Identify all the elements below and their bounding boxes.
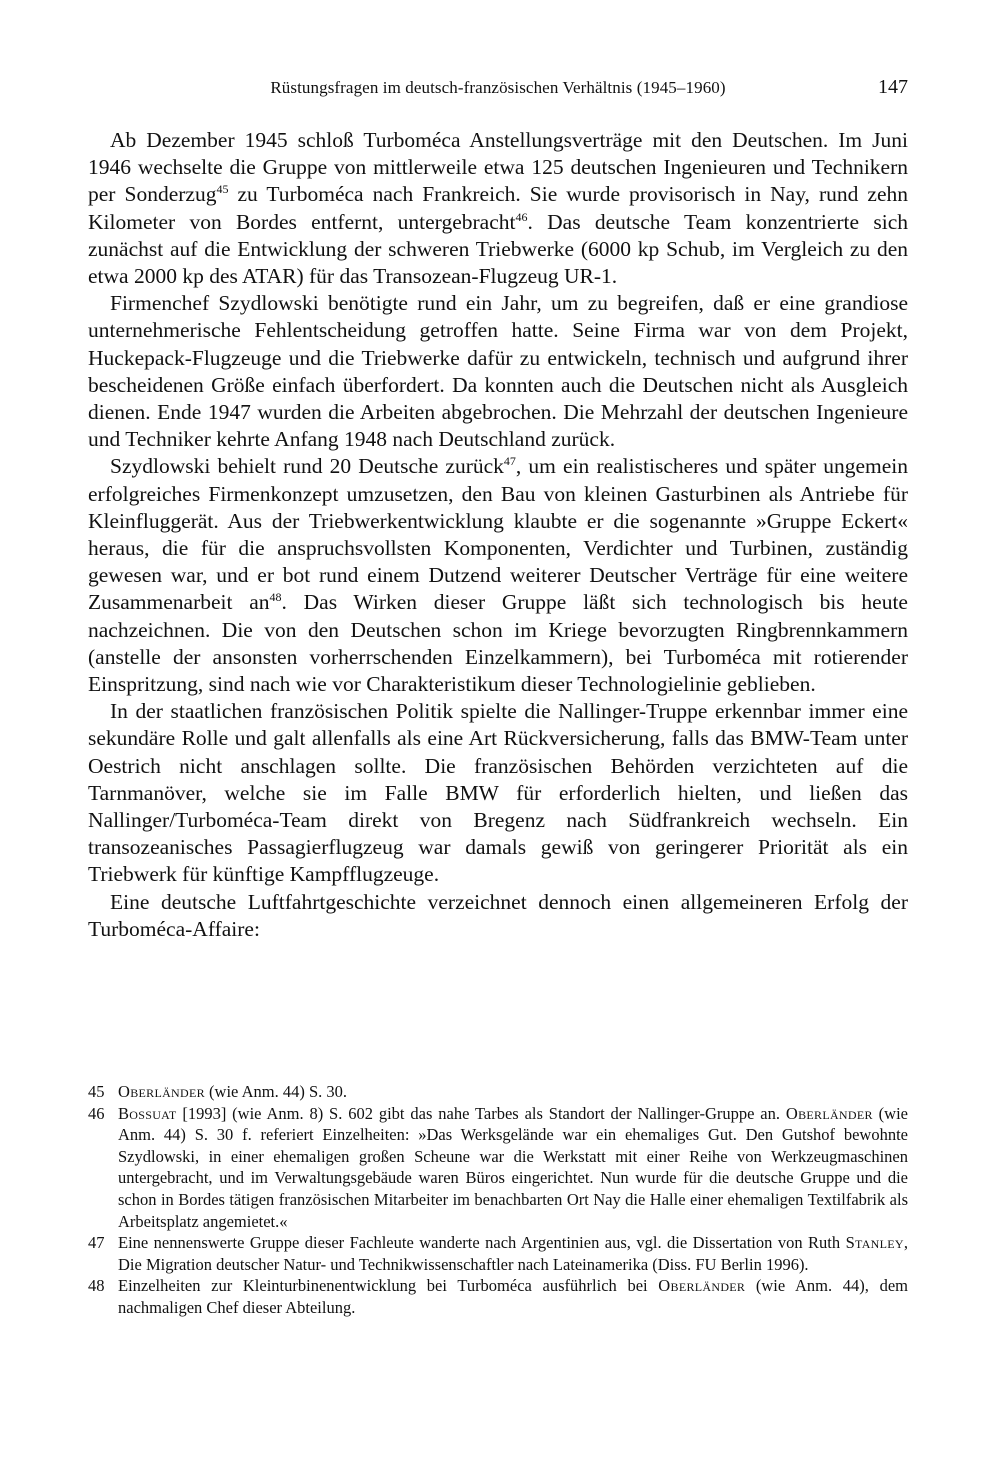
footnote-text-2: , Die Migration deutscher Natur- und Technikwissenschaftler nach Lateinamerika (Diss. FU Berlin 1996). — [118, 1233, 908, 1274]
footnote-47 — [88, 1232, 908, 1275]
body-text — [88, 127, 908, 943]
paragraph-3-part-c: . Das Wirken dieser Gruppe läßt sich technologisch bis heute nachzeichnen. Die von den Deutschen schon im Kriege bevorzugten Ringbrennkammern (anstelle der ansonsten vorherrschenden Einzelkammern), bei Turboméca mit rotierender Einspritzung, sind nach wie vor Charakteristikum dieser Technologielinie geblieben. — [88, 590, 908, 697]
footnote-text: [1993] (wie Anm. 8) S. 602 gibt das nahe Tarbes als Standort der Nallinger-Gruppe an. — [176, 1103, 786, 1123]
footnote-author: Oberländer — [658, 1276, 746, 1296]
footnote-text: (wie Anm. 44) S. 30. — [204, 1082, 348, 1101]
footnote-author-2: Oberländer — [785, 1103, 873, 1123]
footnote-author: Bossuat — [118, 1103, 177, 1123]
running-title: Rüstungsfragen im deutsch-französischen Verhältnis (1945–1960) — [270, 78, 726, 97]
footnote-author: Oberländer — [118, 1082, 205, 1101]
paragraph-1-part-b: zu Turboméca nach Frankreich. Sie wurde provisorisch in Nay, rund zehn Kilometer von Bordes entfernt, untergebracht — [88, 182, 908, 234]
footnote-text-2: (wie Anm. 44), dem nachmaligen Chef dieser Abteilung. — [118, 1276, 909, 1317]
footnote-ref-45: 45 — [216, 182, 229, 197]
footnote-46 — [88, 1103, 908, 1233]
footnote-text: Eine nennenswerte Gruppe dieser Fachleute wanderte nach Argentinien aus, vgl. die Dissertation von Ruth — [118, 1233, 846, 1253]
footnote-ref-48: 48 — [269, 590, 282, 605]
paragraph-1 — [88, 127, 908, 290]
footnote-text-2: (wie Anm. 44) S. 30 f. referiert Einzelheiten: »Das Werksgelände war ein ehemaliges Gut. Den Gutshof bewohnte Szydlowski, in einer ehemaligen großen Scheune war die Werkstatt mit einer Reihe von Werkzeugmaschinen untergebracht, und im Verwaltungsgebäude waren Büros eingerichtet. Nun wurde für die deutsche Gruppe und die schon in Bordes tätigen französischen Mitarbeiter im benachbarten Ort Nay die Halle einer ehemaligen Textilfabrik als Arbeitsplatz angemietet.« — [118, 1103, 908, 1231]
running-header — [88, 76, 908, 104]
footnote-number: 46 — [88, 1103, 105, 1123]
paragraph-3-part-b: , um ein realistischeres und später ungemein erfolgreiches Firmenkonzept umzusetzen, den Bau von kleinen Gasturbinen als Antriebe für Kleinfluggerät. Aus der Triebwerkentwicklung klaubte er die sogenannte »Gruppe Eckert« heraus, die für die anspruchsvollsten Komponenten, Verdichter und Turbinen, zuständig gewesen war, und er bot rund einem Dutzend weiterer Deutscher Verträge für eine weitere Zusammenarbeit an — [88, 454, 908, 615]
paragraph-3-part-a: Szydlowski behielt rund 20 Deutsche zurück — [110, 454, 504, 479]
paragraph-1-part-a: Ab Dezember 1945 schloß Turboméca Anstellungsverträge mit den Deutschen. Im Juni 1946 wechselte die Gruppe von mittlerweile etwa 125 deutschen Ingenieuren und Technikern per Sonderzug — [88, 128, 908, 207]
paragraph-2: Firmenchef Szydlowski benötigte rund ein Jahr, um zu begreifen, daß er eine grandiose unternehmerische Fehlentscheidung getroffen hatte. Seine Firma war von dem Projekt, Huckepack-Flugzeuge und die Triebwerke dafür zu entwickeln, technisch und aufgrund ihrer bescheidenen Größe einfach überfordert. Da konnten auch die Deutschen nicht als Ausgleich dienen. Ende 1947 wurden die Arbeiten abgebrochen. Die Mehrzahl der deutschen Ingenieure und Techniker kehrte Anfang 1948 nach Deutschland zurück. — [88, 291, 908, 452]
footnote-ref-46: 46 — [515, 209, 528, 224]
paragraph-3 — [88, 453, 908, 698]
paragraph-4: In der staatlichen französischen Politik spielte die Nallinger-Truppe erkennbar immer eine sekundäre Rolle und galt allenfalls als eine Art Rückversicherung, falls das BMW-Team unter Oestrich nicht anschlagen sollte. Die französischen Behörden verzichteten auf die Tarnmanöver, welche sie im Falle BMW für erforderlich hielten, und ließen das Nallinger/Turboméca-Team direkt von Bregenz nach Südfrankreich wechseln. Ein transozeanisches Passagierflugzeug war damals gewiß von geringerer Priorität als ein Triebwerk für künftige Kampfflugzeuge. — [88, 699, 908, 887]
footnote-number: 45 — [88, 1082, 105, 1101]
paragraph-5: Eine deutsche Luftfahrtgeschichte verzeichnet dennoch einen allgemeineren Erfolg der Turboméca-Affaire: — [88, 889, 908, 941]
page-number: 147 — [878, 76, 908, 98]
footnote-text: Einzelheiten zur Kleinturbinenentwicklung bei Turboméca ausführlich bei — [118, 1276, 659, 1296]
footnote-45 — [88, 1081, 908, 1103]
footnotes — [88, 1081, 908, 1319]
paragraph-1-part-c: . Das deutsche Team konzentrierte sich zunächst auf die Entwicklung der schweren Triebwerke (6000 kp Schub, im Vergleich zu den etwa 2000 kp des ATAR) für das Transozean-Flugzeug UR-1. — [88, 209, 908, 289]
footnote-48 — [88, 1275, 908, 1318]
footnote-number: 48 — [88, 1276, 105, 1296]
footnote-ref-47: 47 — [503, 454, 516, 469]
footnote-author: Stanley — [845, 1233, 904, 1253]
footnote-number: 47 — [88, 1233, 105, 1253]
